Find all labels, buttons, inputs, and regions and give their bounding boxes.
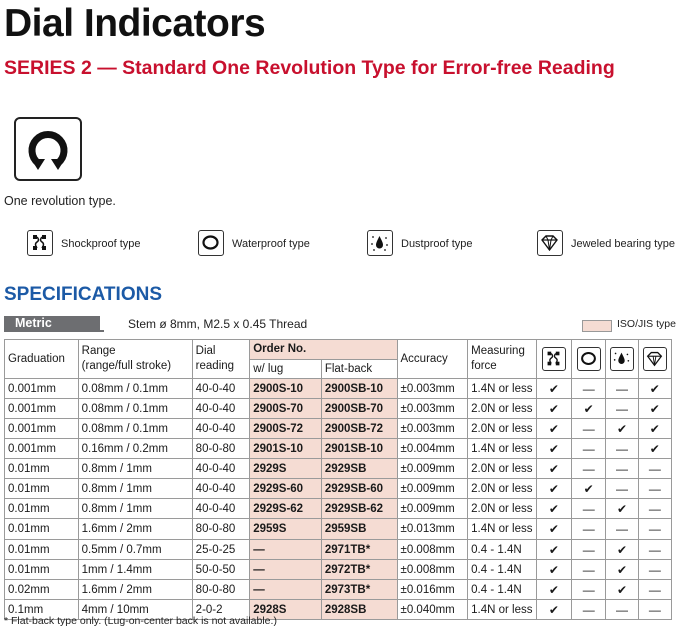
cell-graduation: 0.001mm <box>5 439 79 459</box>
cell-order-lug: 2900S-72 <box>250 419 322 439</box>
cell-dial-reading: 2-0-2 <box>192 600 250 620</box>
cell-range: 0.08mm / 0.1mm <box>78 399 192 419</box>
cell-jeweled-bearing: — <box>638 499 671 519</box>
cell-graduation: 0.01mm <box>5 459 79 479</box>
cell-shockproof: ✔ <box>536 479 571 499</box>
cell-graduation: 0.001mm <box>5 399 79 419</box>
specifications-heading: SPECIFICATIONS <box>4 284 162 305</box>
cell-measuring-force: 2.0N or less <box>468 419 537 439</box>
cell-dustproof: — <box>606 600 638 620</box>
cell-dial-reading: 25-0-25 <box>192 540 250 560</box>
cell-accuracy: ±0.003mm <box>397 419 468 439</box>
cell-accuracy: ±0.003mm <box>397 399 468 419</box>
header-with-lug: w/ lug <box>250 359 322 379</box>
cell-jeweled-bearing: ✔ <box>638 419 671 439</box>
jeweled-bearing-label: Jeweled bearing type <box>571 238 675 250</box>
cell-order-flat-back: 2900SB-72 <box>321 419 397 439</box>
cell-waterproof: ✔ <box>572 479 606 499</box>
header-order-no: Order No. <box>250 340 397 360</box>
cell-dial-reading: 40-0-40 <box>192 419 250 439</box>
cell-jeweled-bearing: — <box>638 459 671 479</box>
jeweled-bearing-icon <box>537 230 563 256</box>
cell-waterproof: — <box>572 540 606 560</box>
cell-dial-reading: 80-0-80 <box>192 519 250 540</box>
table-row <box>5 479 672 499</box>
cell-dustproof: ✔ <box>606 540 638 560</box>
cell-measuring-force: 2.0N or less <box>468 399 537 419</box>
cell-accuracy: ±0.009mm <box>397 479 468 499</box>
cell-order-flat-back: 2928SB <box>321 600 397 620</box>
header-jeweled-bearing <box>638 340 671 379</box>
table-row <box>5 459 672 479</box>
cell-jeweled-bearing: — <box>638 540 671 560</box>
one-revolution-icon <box>14 117 82 181</box>
cell-graduation: 0.001mm <box>5 379 79 399</box>
metric-tab: Metric <box>4 316 100 331</box>
cell-waterproof: — <box>572 519 606 540</box>
cell-dustproof: ✔ <box>606 580 638 600</box>
shockproof-label: Shockproof type <box>61 238 141 250</box>
cell-dial-reading: 50-0-50 <box>192 560 250 580</box>
cell-dustproof: — <box>606 519 638 540</box>
cell-dial-reading: 40-0-40 <box>192 399 250 419</box>
cell-accuracy: ±0.008mm <box>397 540 468 560</box>
waterproof-label: Waterproof type <box>232 238 310 250</box>
table-row <box>5 540 672 560</box>
cell-measuring-force: 1.4N or less <box>468 439 537 459</box>
jeweled-bearing-icon <box>643 347 667 371</box>
cell-accuracy: ±0.009mm <box>397 499 468 519</box>
cell-range: 1mm / 1.4mm <box>78 560 192 580</box>
cell-measuring-force: 1.4N or less <box>468 379 537 399</box>
cell-dial-reading: 40-0-40 <box>192 479 250 499</box>
waterproof-icon <box>198 230 224 256</box>
cell-order-flat-back: 2929SB <box>321 459 397 479</box>
cell-dustproof: — <box>606 479 638 499</box>
cell-waterproof: — <box>572 600 606 620</box>
cell-order-flat-back: 2971TB* <box>321 540 397 560</box>
header-range: Range (range/full stroke) <box>78 340 192 379</box>
table-row <box>5 379 672 399</box>
dustproof-icon <box>610 347 634 371</box>
cell-range: 0.16mm / 0.2mm <box>78 439 192 459</box>
cell-range: 0.5mm / 0.7mm <box>78 540 192 560</box>
cell-shockproof: ✔ <box>536 519 571 540</box>
cell-graduation: 0.01mm <box>5 560 79 580</box>
cell-measuring-force: 0.4 - 1.4N <box>468 580 537 600</box>
cell-dustproof: — <box>606 439 638 459</box>
table-row <box>5 560 672 580</box>
cell-accuracy: ±0.004mm <box>397 439 468 459</box>
cell-graduation: 0.001mm <box>5 419 79 439</box>
page-title: Dial Indicators <box>4 2 266 45</box>
cell-waterproof: — <box>572 560 606 580</box>
cell-shockproof: ✔ <box>536 499 571 519</box>
cell-jeweled-bearing: — <box>638 519 671 540</box>
cell-order-lug: — <box>250 560 322 580</box>
cell-accuracy: ±0.013mm <box>397 519 468 540</box>
cell-shockproof: ✔ <box>536 459 571 479</box>
cell-accuracy: ±0.016mm <box>397 580 468 600</box>
cell-waterproof: — <box>572 459 606 479</box>
cell-measuring-force: 2.0N or less <box>468 459 537 479</box>
header-accuracy: Accuracy <box>397 340 468 379</box>
cell-order-lug: 2929S <box>250 459 322 479</box>
cell-waterproof: — <box>572 419 606 439</box>
cell-dustproof: ✔ <box>606 560 638 580</box>
cell-order-lug: 2959S <box>250 519 322 540</box>
cell-graduation: 0.02mm <box>5 580 79 600</box>
cell-order-lug: — <box>250 580 322 600</box>
cell-dustproof: — <box>606 459 638 479</box>
cell-order-flat-back: 2972TB* <box>321 560 397 580</box>
cell-dial-reading: 40-0-40 <box>192 379 250 399</box>
cell-jeweled-bearing: — <box>638 479 671 499</box>
cell-range: 0.08mm / 0.1mm <box>78 419 192 439</box>
iso-legend-swatch <box>582 320 612 332</box>
cell-range: 1.6mm / 2mm <box>78 519 192 540</box>
cell-order-lug: 2900S-10 <box>250 379 322 399</box>
header-dustproof <box>606 340 638 379</box>
cell-range: 0.8mm / 1mm <box>78 459 192 479</box>
cell-order-flat-back: 2929SB-60 <box>321 479 397 499</box>
waterproof-icon <box>577 347 601 371</box>
cell-graduation: 0.01mm <box>5 499 79 519</box>
cell-order-flat-back: 2900SB-10 <box>321 379 397 399</box>
cell-order-flat-back: 2973TB* <box>321 580 397 600</box>
cell-accuracy: ±0.003mm <box>397 379 468 399</box>
header-flat-back: Flat-back <box>321 359 397 379</box>
cell-order-lug: 2929S-60 <box>250 479 322 499</box>
table-row <box>5 519 672 540</box>
cell-graduation: 0.01mm <box>5 479 79 499</box>
cell-waterproof: — <box>572 439 606 459</box>
table-row <box>5 399 672 419</box>
cell-shockproof: ✔ <box>536 439 571 459</box>
cell-dial-reading: 40-0-40 <box>192 459 250 479</box>
cell-shockproof: ✔ <box>536 419 571 439</box>
cell-jeweled-bearing: — <box>638 560 671 580</box>
cell-order-lug: 2901S-10 <box>250 439 322 459</box>
shockproof-icon <box>27 230 53 256</box>
cell-order-lug: 2900S-70 <box>250 399 322 419</box>
cell-order-lug: 2928S <box>250 600 322 620</box>
shockproof-icon <box>542 347 566 371</box>
cell-dustproof: — <box>606 379 638 399</box>
table-row <box>5 439 672 459</box>
cell-order-flat-back: 2959SB <box>321 519 397 540</box>
cell-order-flat-back: 2900SB-70 <box>321 399 397 419</box>
cell-waterproof: — <box>572 499 606 519</box>
header-measuring-force: Measuring force <box>468 340 537 379</box>
cell-measuring-force: 1.4N or less <box>468 600 537 620</box>
cell-shockproof: ✔ <box>536 600 571 620</box>
iso-legend-label: ISO/JIS type <box>617 318 676 330</box>
cell-shockproof: ✔ <box>536 580 571 600</box>
cell-range: 1.6mm / 2mm <box>78 580 192 600</box>
dustproof-icon <box>367 230 393 256</box>
cell-waterproof: — <box>572 580 606 600</box>
cell-measuring-force: 0.4 - 1.4N <box>468 540 537 560</box>
cell-dial-reading: 40-0-40 <box>192 499 250 519</box>
cell-measuring-force: 1.4N or less <box>468 519 537 540</box>
dustproof-label: Dustproof type <box>401 238 473 250</box>
header-waterproof <box>572 340 606 379</box>
cell-dial-reading: 80-0-80 <box>192 580 250 600</box>
cell-order-flat-back: 2929SB-62 <box>321 499 397 519</box>
cell-accuracy: ±0.008mm <box>397 560 468 580</box>
cell-shockproof: ✔ <box>536 540 571 560</box>
cell-measuring-force: 0.4 - 1.4N <box>468 560 537 580</box>
cell-dustproof: ✔ <box>606 499 638 519</box>
cell-measuring-force: 2.0N or less <box>468 479 537 499</box>
header-shockproof <box>536 340 571 379</box>
header-graduation: Graduation <box>5 340 79 379</box>
specifications-table <box>4 339 672 620</box>
header-dial-reading: Dial reading <box>192 340 250 379</box>
cell-accuracy: ±0.040mm <box>397 600 468 620</box>
cell-order-lug: — <box>250 540 322 560</box>
table-row <box>5 419 672 439</box>
cell-range: 4mm / 10mm <box>78 600 192 620</box>
cell-jeweled-bearing: ✔ <box>638 439 671 459</box>
cell-shockproof: ✔ <box>536 560 571 580</box>
cell-measuring-force: 2.0N or less <box>468 499 537 519</box>
cell-jeweled-bearing: ✔ <box>638 399 671 419</box>
stem-note: Stem ø 8mm, M2.5 x 0.45 Thread <box>128 317 308 331</box>
footnote: * Flat-back type only. (Lug-on-center back is not available.) <box>4 615 277 627</box>
cell-accuracy: ±0.009mm <box>397 459 468 479</box>
cell-jeweled-bearing: ✔ <box>638 379 671 399</box>
cell-shockproof: ✔ <box>536 379 571 399</box>
cell-shockproof: ✔ <box>536 399 571 419</box>
table-row <box>5 580 672 600</box>
cell-order-flat-back: 2901SB-10 <box>321 439 397 459</box>
cell-order-lug: 2929S-62 <box>250 499 322 519</box>
cell-jeweled-bearing: — <box>638 580 671 600</box>
table-row <box>5 499 672 519</box>
cell-graduation: 0.01mm <box>5 540 79 560</box>
cell-dustproof: — <box>606 399 638 419</box>
cell-graduation: 0.1mm <box>5 600 79 620</box>
cell-graduation: 0.01mm <box>5 519 79 540</box>
page-subtitle: SERIES 2 — Standard One Revolution Type for Error-free Reading <box>4 57 615 79</box>
cell-jeweled-bearing: — <box>638 600 671 620</box>
metric-divider <box>4 330 104 332</box>
specifications-body <box>5 379 672 620</box>
cell-dial-reading: 80-0-80 <box>192 439 250 459</box>
cell-dustproof: ✔ <box>606 419 638 439</box>
cell-range: 0.8mm / 1mm <box>78 479 192 499</box>
cell-waterproof: ✔ <box>572 399 606 419</box>
cell-range: 0.8mm / 1mm <box>78 499 192 519</box>
cell-waterproof: — <box>572 379 606 399</box>
cell-range: 0.08mm / 0.1mm <box>78 379 192 399</box>
one-revolution-caption: One revolution type. <box>4 194 116 208</box>
